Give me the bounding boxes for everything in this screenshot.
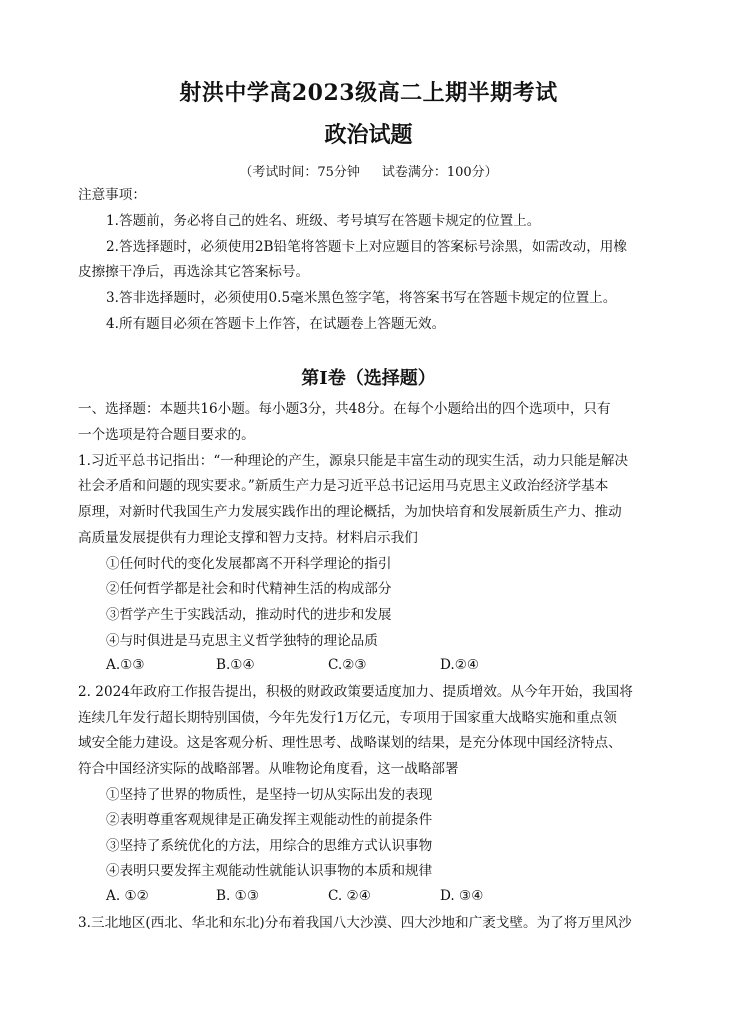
- question-stem: 社会矛盾和问题的现实要求。”新质生产力是习近平总书记运用马克思主义政治经济学基本: [78, 478, 609, 494]
- question-choice: ②任何哲学都是社会和时代精神生活的构成部分: [106, 581, 392, 597]
- section-title: 第I卷（选择题）: [301, 368, 436, 389]
- question-stem: 高质量发展提供有力理论支撑和智力支持。材料启示我们: [78, 530, 418, 546]
- answer-option-a: A. ①②: [106, 888, 149, 904]
- question-choice: ③哲学产生于实践活动，推动时代的进步和发展: [106, 607, 392, 623]
- answer-option-c: C.②③: [328, 657, 367, 673]
- notice-item: 1.答题前，务必将自己的姓名、班级、考号填写在答题卡规定的位置上。: [106, 213, 541, 229]
- exam-time: （考试时间：75分钟: [239, 165, 360, 180]
- answer-option-c: C. ②④: [328, 888, 371, 904]
- answer-option-b: B.①④: [216, 657, 255, 673]
- question-stem: 连续几年发行超长期特别国债，今年先发行1万亿元，专项用于国家重大战略实施和重点领: [78, 710, 617, 726]
- exam-subtitle: 政治试题: [324, 122, 413, 148]
- question-stem: 2. 2024年政府工作报告提出，积极的财政政策要适度加力、提质增效。从今年开始，我国将: [78, 684, 633, 700]
- notice-item: 皮擦擦干净后，再选涂其它答案标号。: [78, 264, 310, 280]
- answer-option-d: D. ③④: [440, 888, 484, 904]
- question-choice: ③坚持了系统优化的方法，用综合的思维方式认识事物: [106, 838, 433, 854]
- answer-option-b: B. ①③: [216, 888, 260, 904]
- question-choice: ④表明只要发挥主观能动性就能认识事物的本质和规律: [106, 863, 433, 879]
- answer-option-a: A.①③: [106, 657, 145, 673]
- question-choice: ①任何时代的变化发展都离不开科学理论的指引: [106, 556, 392, 572]
- exam-meta: [0, 161, 737, 180]
- question-stem: 域安全能力建设。这是客观分析、理性思考、战略谋划的结果，是充分体现中国经济特点、: [78, 735, 622, 751]
- question-stem: 3.三北地区(西北、华北和东北)分布着我国八大沙漠、四大沙地和广袤戈壁。为了将万里风沙: [78, 915, 632, 931]
- question-stem: 1.习近平总书记指出：“一种理论的产生，源泉只能是丰富生动的现实生活，动力只能是解决: [78, 453, 629, 469]
- instruction-line: 一、选择题：本题共16小题。每小题3分，共48分。在每个小题给出的四个选项中，只有: [78, 401, 611, 417]
- instruction-line: 一个选项是符合题目要求的。: [78, 427, 255, 443]
- notice-item: 4.所有题目必须在答题卡上作答，在试题卷上答题无效。: [106, 316, 446, 332]
- question-choice: ②表明尊重客观规律是正确发挥主观能动性的前提条件: [106, 812, 433, 828]
- notice-heading: 注意事项：: [78, 187, 146, 203]
- question-stem: 原理，对新时代我国生产力发展实践作出的理论概括，为加快培育和发展新质生产力、推动: [78, 504, 622, 520]
- notice-item: 3.答非选择题时，必须使用0.5毫米黑色签字笔，将答案书写在答题卡规定的位置上。: [106, 290, 617, 306]
- question-choice: ④与时俱进是马克思主义哲学独特的理论品质: [106, 633, 378, 649]
- exam-title: 射洪中学高2023级高二上期半期考试: [179, 80, 558, 106]
- question-stem: 符合中国经济实际的战略部署。从唯物论角度看，这一战略部署: [78, 761, 459, 777]
- question-choice: ①坚持了世界的物质性，是坚持一切从实际出发的表现: [106, 787, 433, 803]
- notice-item: 2.答选择题时，必须使用2B铅笔将答题卡上对应题目的答案标号涂黑，如需改动，用橡: [106, 239, 627, 255]
- answer-option-d: D.②④: [440, 657, 480, 673]
- full-score: 试卷满分：100分）: [381, 165, 498, 180]
